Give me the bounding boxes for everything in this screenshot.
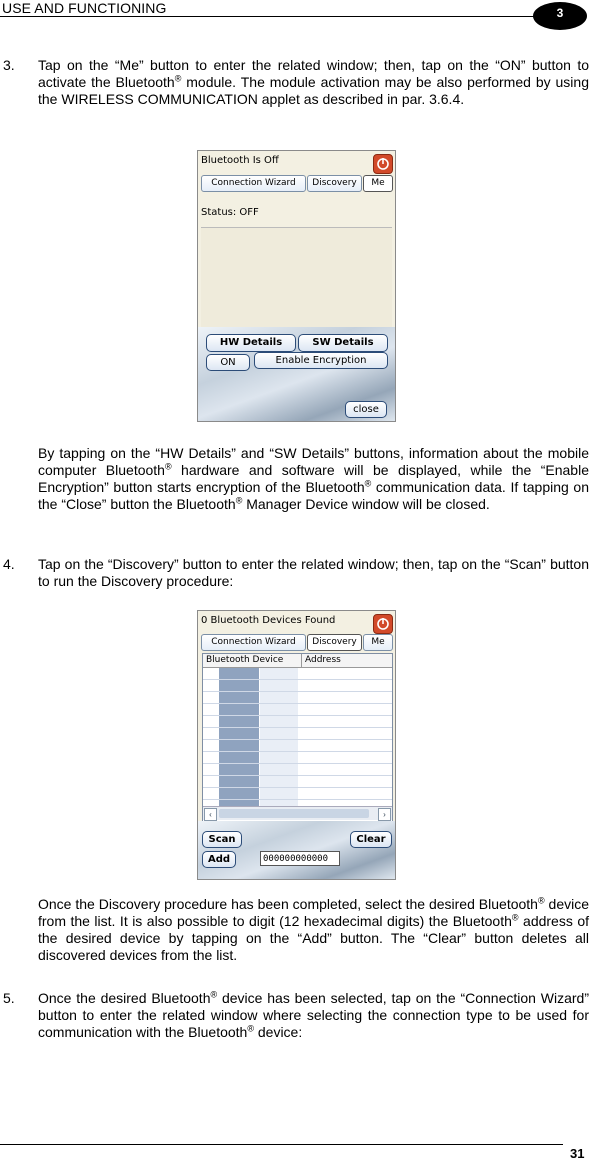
tab-me[interactable]: Me: [363, 634, 393, 651]
address-input[interactable]: 000000000000: [260, 851, 340, 866]
on-button[interactable]: ON: [206, 354, 250, 371]
chapter-number: 3: [556, 6, 564, 20]
column-divider: [301, 654, 302, 667]
tab-connection-wizard[interactable]: Connection Wizard: [201, 175, 306, 192]
scan-button[interactable]: Scan: [202, 831, 242, 848]
add-button[interactable]: Add: [202, 851, 236, 868]
list-rows: [203, 668, 392, 806]
footer-rule: [0, 1144, 563, 1145]
item-4-text: Tap on the “Discovery” button to enter the related window; then, tap on the “Scan” button to run the Discovery procedure:: [38, 556, 589, 589]
horizontal-scrollbar[interactable]: [203, 806, 392, 820]
page-number: 31: [570, 1146, 585, 1161]
item-5-text: Once the desired Bluetooth® device has been selected, tap on the “Connection Wizard” button to enter the related window where selecting the connection type to be used for communication with the Bluetooth® device:: [38, 989, 589, 1040]
sw-details-button[interactable]: SW Details: [298, 334, 388, 352]
column-header-device[interactable]: Bluetooth Device: [206, 655, 284, 665]
tab-discovery[interactable]: Discovery: [307, 634, 362, 651]
item-number: 4.: [3, 556, 15, 572]
scroll-right-icon[interactable]: ›: [378, 808, 391, 821]
close-button[interactable]: close: [345, 401, 387, 418]
bluetooth-manager-screenshot: [197, 150, 396, 422]
hw-sw-paragraph: By tapping on the “HW Details” and “SW Details” buttons, information about the mobile computer Bluetooth® hardware and software will be displayed, while the “Enable Encryption” button starts encryption of the Bluetooth® communication data. If tapping on the “Close” button the Bluetooth® Manager Device window will be closed.: [38, 445, 589, 512]
running-header: USE AND FUNCTIONING: [2, 0, 167, 16]
info-panel: [201, 227, 392, 328]
close-icon[interactable]: [373, 614, 393, 634]
discovery-screenshot: [197, 610, 396, 880]
list-header: [203, 654, 392, 668]
header-rule: [0, 16, 535, 17]
clear-button[interactable]: Clear: [350, 831, 392, 848]
discovery-paragraph: Once the Discovery procedure has been completed, select the desired Bluetooth® device from the list. It is also possible to digit (12 hexadecimal digits) the Bluetooth® address of the desired device by tapping on the “Add” button. The “Clear” button deletes all discovered devices from the list.: [38, 895, 590, 963]
close-icon[interactable]: [373, 154, 393, 174]
scrollbar-thumb[interactable]: [219, 809, 369, 818]
tab-me[interactable]: Me: [363, 175, 393, 192]
device-list[interactable]: [202, 653, 393, 822]
scroll-left-icon[interactable]: ‹: [204, 808, 217, 821]
column-header-address[interactable]: Address: [305, 655, 341, 665]
tab-discovery[interactable]: Discovery: [307, 175, 362, 192]
status-text: Status: OFF: [201, 207, 259, 218]
background-image: [198, 821, 395, 879]
window-title: 0 Bluetooth Devices Found: [201, 615, 336, 626]
enable-encryption-button[interactable]: Enable Encryption: [254, 352, 388, 369]
window-title: Bluetooth Is Off: [201, 155, 279, 166]
item-number: 5.: [3, 990, 15, 1006]
hw-details-button[interactable]: HW Details: [206, 334, 296, 352]
tab-connection-wizard[interactable]: Connection Wizard: [201, 634, 306, 651]
item-3-text: Tap on the “Me” button to enter the related window; then, tap on the “ON” button to activate the Bluetooth® module. The module activation may be also performed by using the WIRELESS COMMUNICATION applet as described in par. 3.6.4.: [38, 57, 589, 107]
item-number: 3.: [3, 57, 15, 73]
